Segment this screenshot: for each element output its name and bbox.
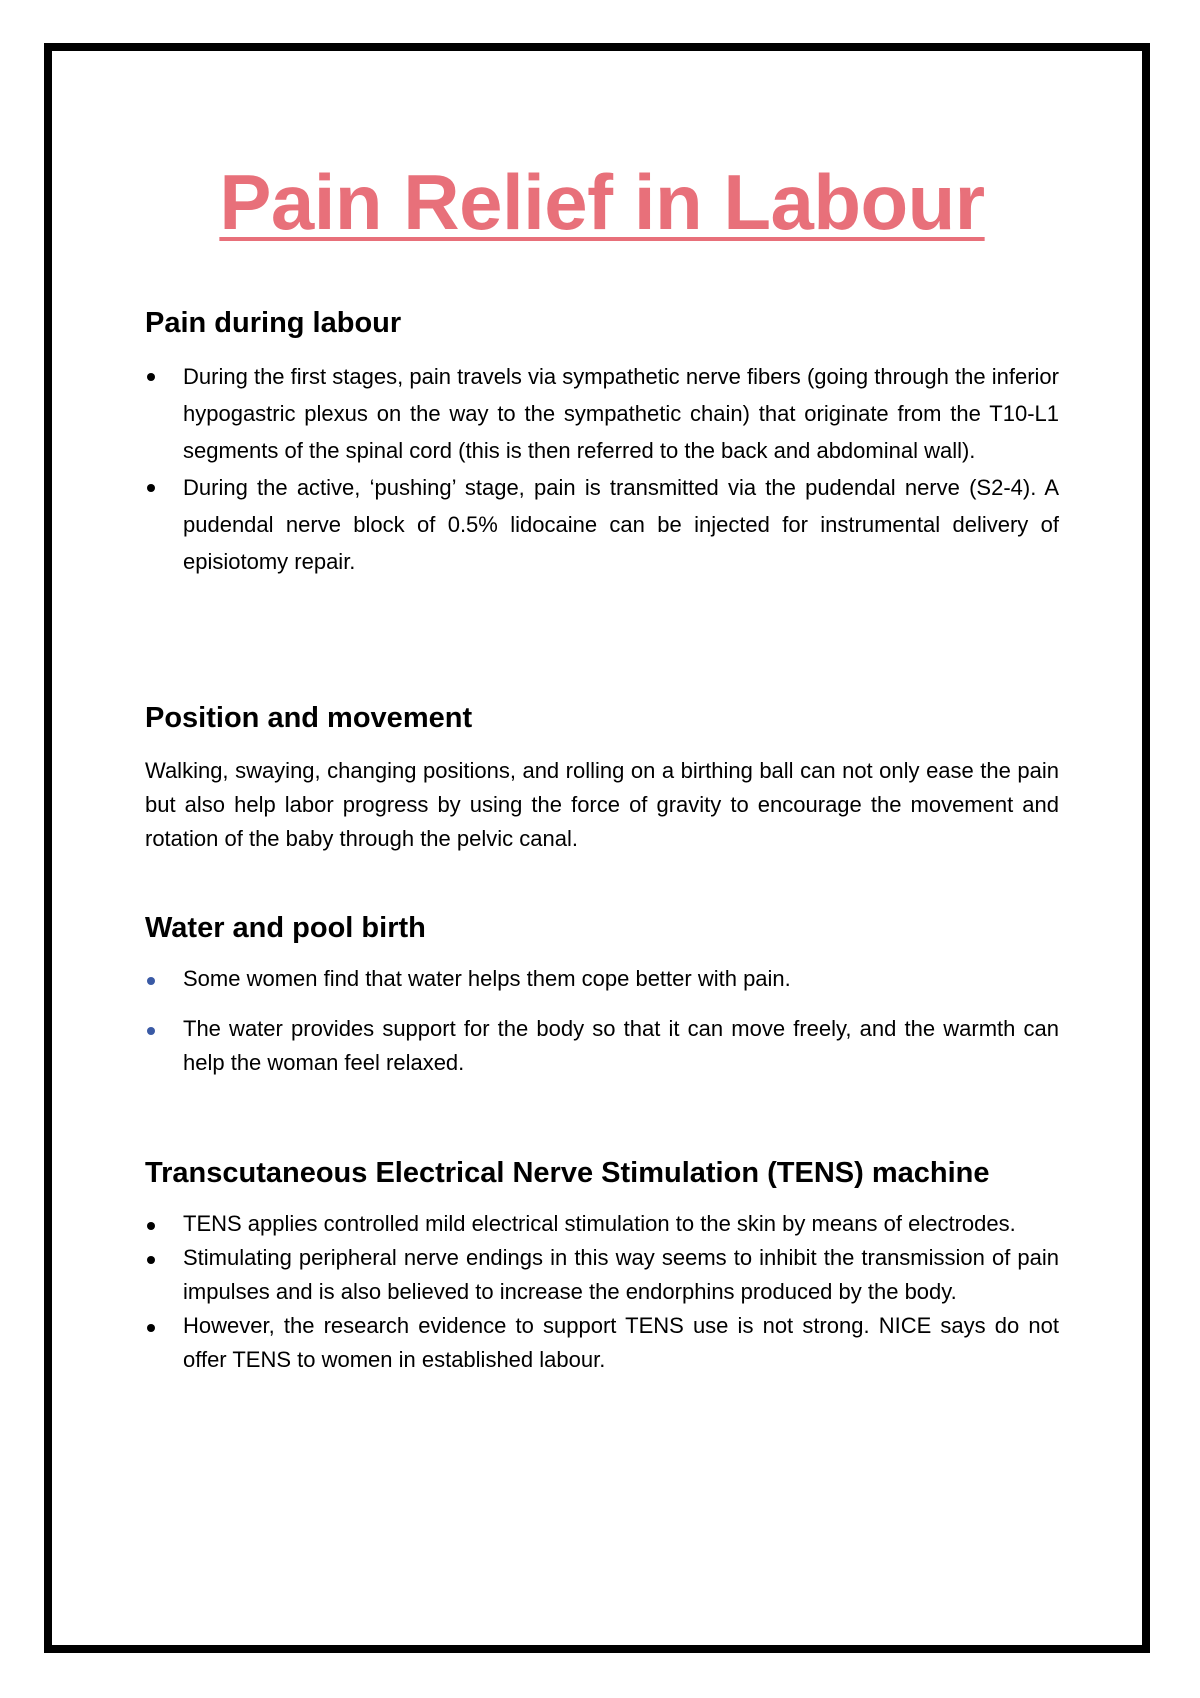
- bullet-text: During the active, ‘pushing’ stage, pain is transmitted via the pudendal nerve (S2-4). A pudendal nerve block of 0.5% lidocaine can be injected for instrumental delivery of episiotomy repair.: [183, 475, 1059, 574]
- document-title-text: Pain Relief in Labour: [219, 158, 985, 246]
- bullet-item: [145, 1241, 1059, 1309]
- bullet-icon: [147, 1256, 155, 1264]
- bullet-text: Some women find that water helps them cope better with pain.: [183, 966, 791, 991]
- bullet-list: [145, 962, 1059, 1080]
- section-paragraph: Walking, swaying, changing positions, and rolling on a birthing ball can not only ease the pain but also help labor progress by using the force of gravity to encourage the movement and rotation of the baby through the pelvic canal.: [145, 758, 1059, 851]
- section-position-and-movement: [145, 700, 1059, 856]
- section-water-and-pool-birth: [145, 910, 1059, 1080]
- section-heading: Position and movement: [145, 702, 473, 734]
- bullet-icon: [147, 977, 155, 985]
- bullet-item: [145, 962, 1059, 996]
- bullet-icon: [147, 484, 155, 492]
- section-pain-during-labour: [145, 305, 1059, 580]
- bullet-icon: [147, 373, 155, 381]
- bullet-item: [145, 1207, 1059, 1241]
- section-tens: [145, 1155, 1059, 1377]
- bullet-list: [145, 358, 1059, 580]
- document-title: [145, 160, 1059, 246]
- bullet-icon: [147, 1222, 155, 1230]
- bullet-list: [145, 1207, 1059, 1377]
- section-heading: Pain during labour: [145, 307, 402, 339]
- bullet-icon: [147, 1027, 155, 1035]
- section-heading: Water and pool birth: [145, 912, 426, 944]
- bullet-text: However, the research evidence to support TENS use is not strong. NICE says do not offer TENS to women in established labour.: [183, 1313, 1059, 1372]
- bullet-text: The water provides support for the body so that it can move freely, and the warmth can help the woman feel relaxed.: [183, 1016, 1059, 1075]
- bullet-item: [145, 1012, 1059, 1080]
- bullet-item: [145, 1309, 1059, 1377]
- bullet-text: During the first stages, pain travels via sympathetic nerve fibers (going through the inferior hypogastric plexus on the way to the sympathetic chain) that originate from the T10-L1 segments of the spinal cord (this is then referred to the back and abdominal wall).: [183, 364, 1059, 463]
- bullet-item: [145, 469, 1059, 580]
- bullet-icon: [147, 1324, 155, 1332]
- section-heading: Transcutaneous Electrical Nerve Stimulation (TENS) machine: [145, 1157, 990, 1189]
- bullet-text: TENS applies controlled mild electrical stimulation to the skin by means of electrodes.: [183, 1211, 1016, 1236]
- bullet-item: [145, 358, 1059, 469]
- bullet-text: Stimulating peripheral nerve endings in this way seems to inhibit the transmission of pain impulses and is also believed to increase the endorphins produced by the body.: [183, 1245, 1059, 1304]
